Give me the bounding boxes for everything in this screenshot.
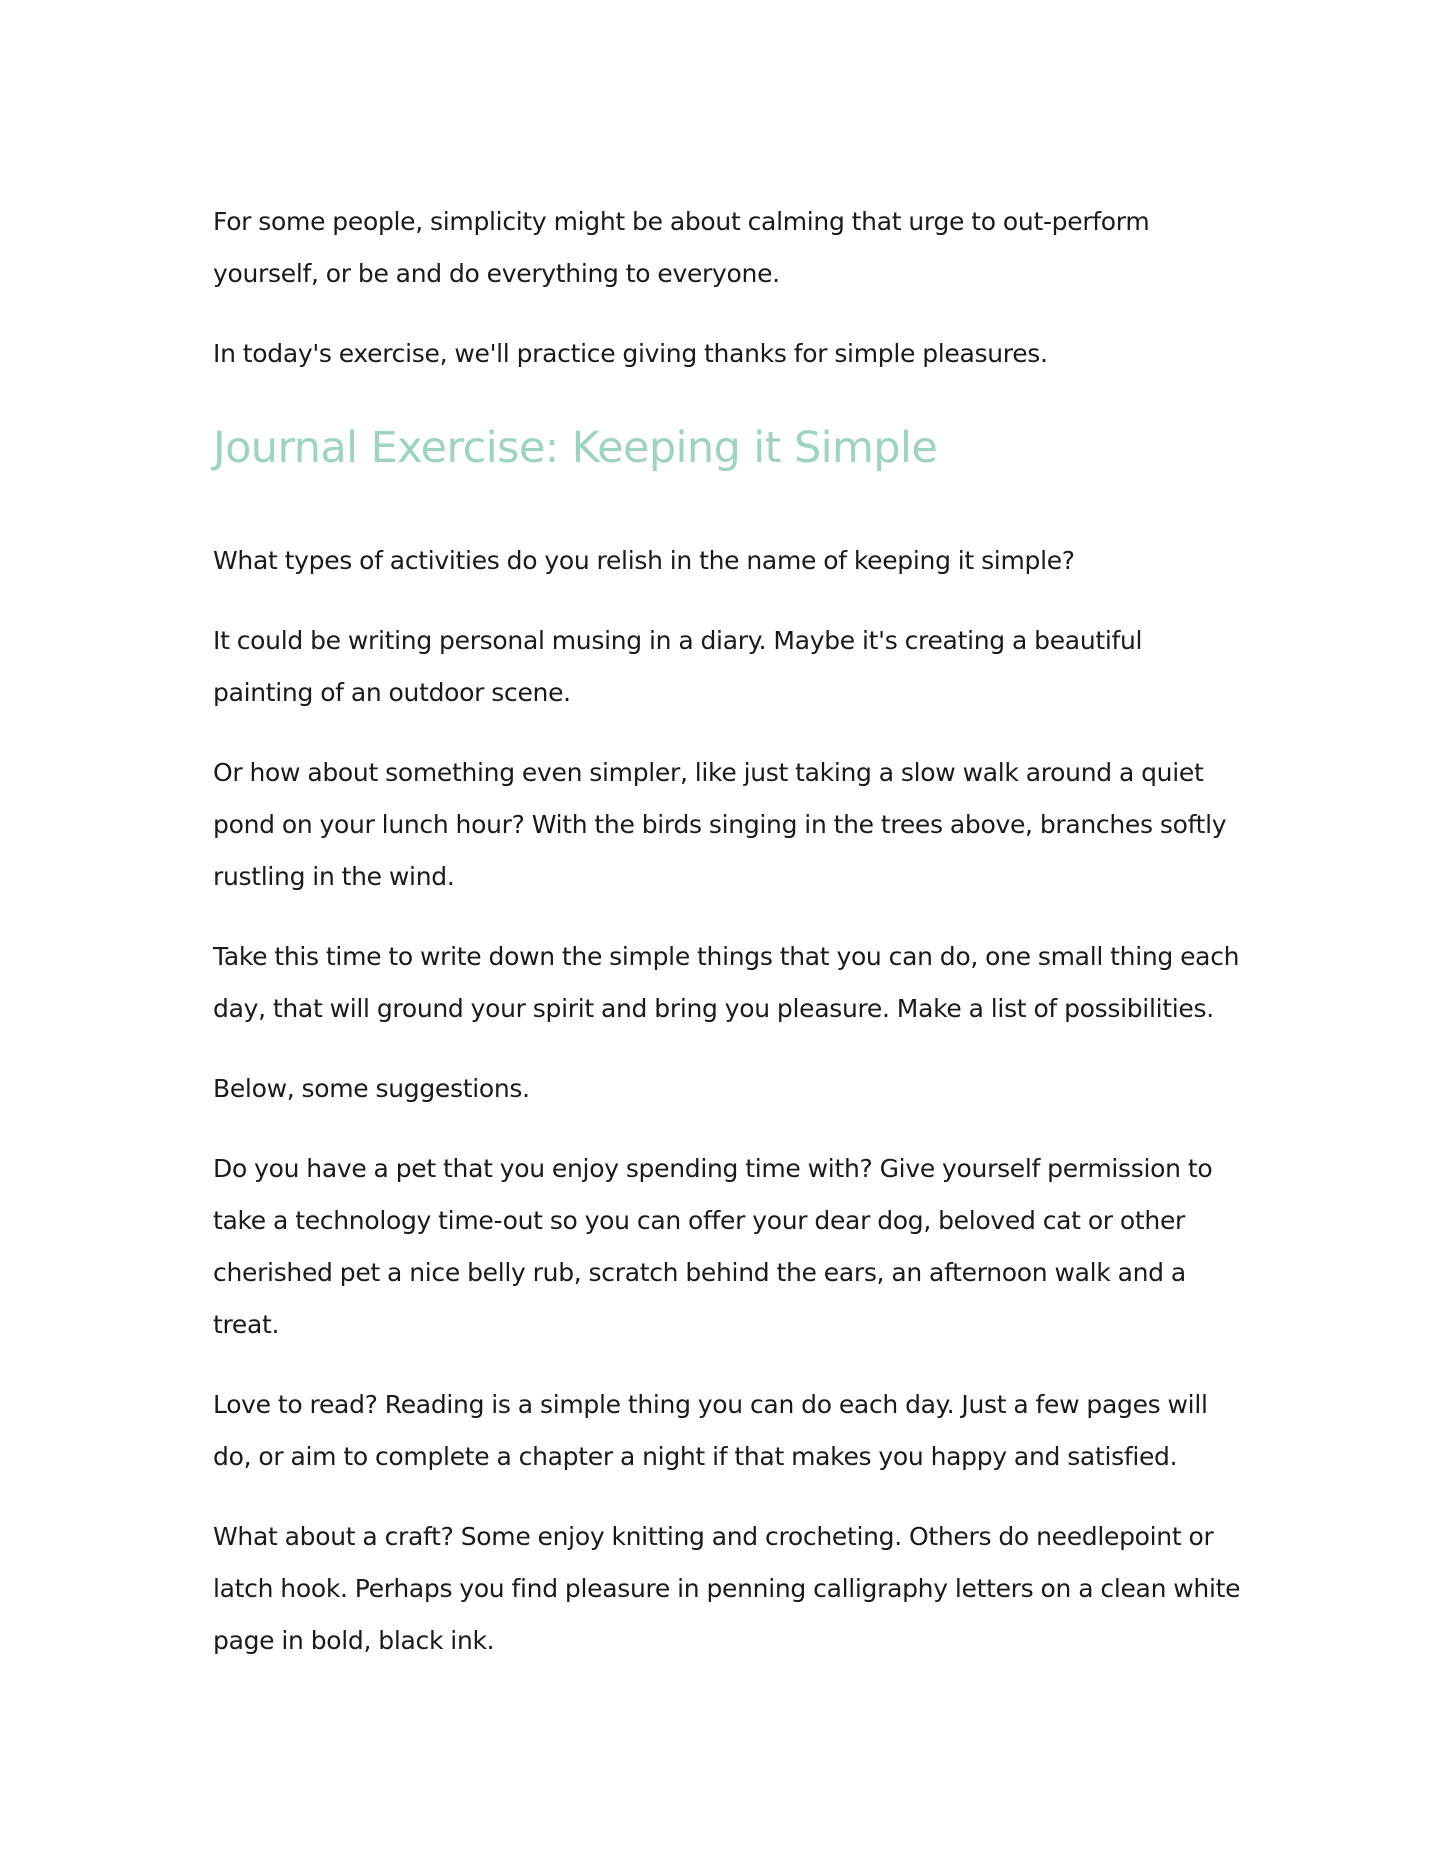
body-paragraph-4: Take this time to write down the simple things that you can do, one small thing each day, that will ground your spirit and bring you pleasure. Make a list of possibilities.: [213, 942, 1240, 1023]
intro-paragraph-1: For some people, simplicity might be about calming that urge to out-perform yourself, or be and do everything to everyone.: [213, 207, 1150, 288]
document-body: [213, 196, 1243, 1667]
body-paragraph-5: Below, some suggestions.: [213, 1074, 530, 1103]
body-paragraph-8: What about a craft? Some enjoy knitting and crocheting. Others do needlepoint or latch hook. Perhaps you find pleasure in penning calligraphy letters on a clean white page in bold, black ink.: [213, 1522, 1241, 1655]
intro-paragraph-2: In today's exercise, we'll practice giving thanks for simple pleasures.: [213, 339, 1048, 368]
body-paragraph-2: It could be writing personal musing in a diary. Maybe it's creating a beautiful painting of an outdoor scene.: [213, 626, 1143, 707]
body-paragraph-6: Do you have a pet that you enjoy spending time with? Give yourself permission to take a technology time-out so you can offer your dear dog, beloved cat or other cherished pet a nice belly rub, scratch behind the ears, an afternoon walk and a treat.: [213, 1154, 1213, 1339]
body-paragraph-1: What types of activities do you relish in the name of keeping it simple?: [213, 546, 1075, 575]
body-paragraph-7: Love to read? Reading is a simple thing you can do each day. Just a few pages will do, or aim to complete a chapter a night if that makes you happy and satisfied.: [213, 1390, 1208, 1471]
section-heading: Journal Exercise: Keeping it Simple: [213, 423, 938, 473]
body-paragraph-3: Or how about something even simpler, like just taking a slow walk around a quiet pond on your lunch hour? With the birds singing in the trees above, branches softly rustling in the wind.: [213, 758, 1227, 891]
